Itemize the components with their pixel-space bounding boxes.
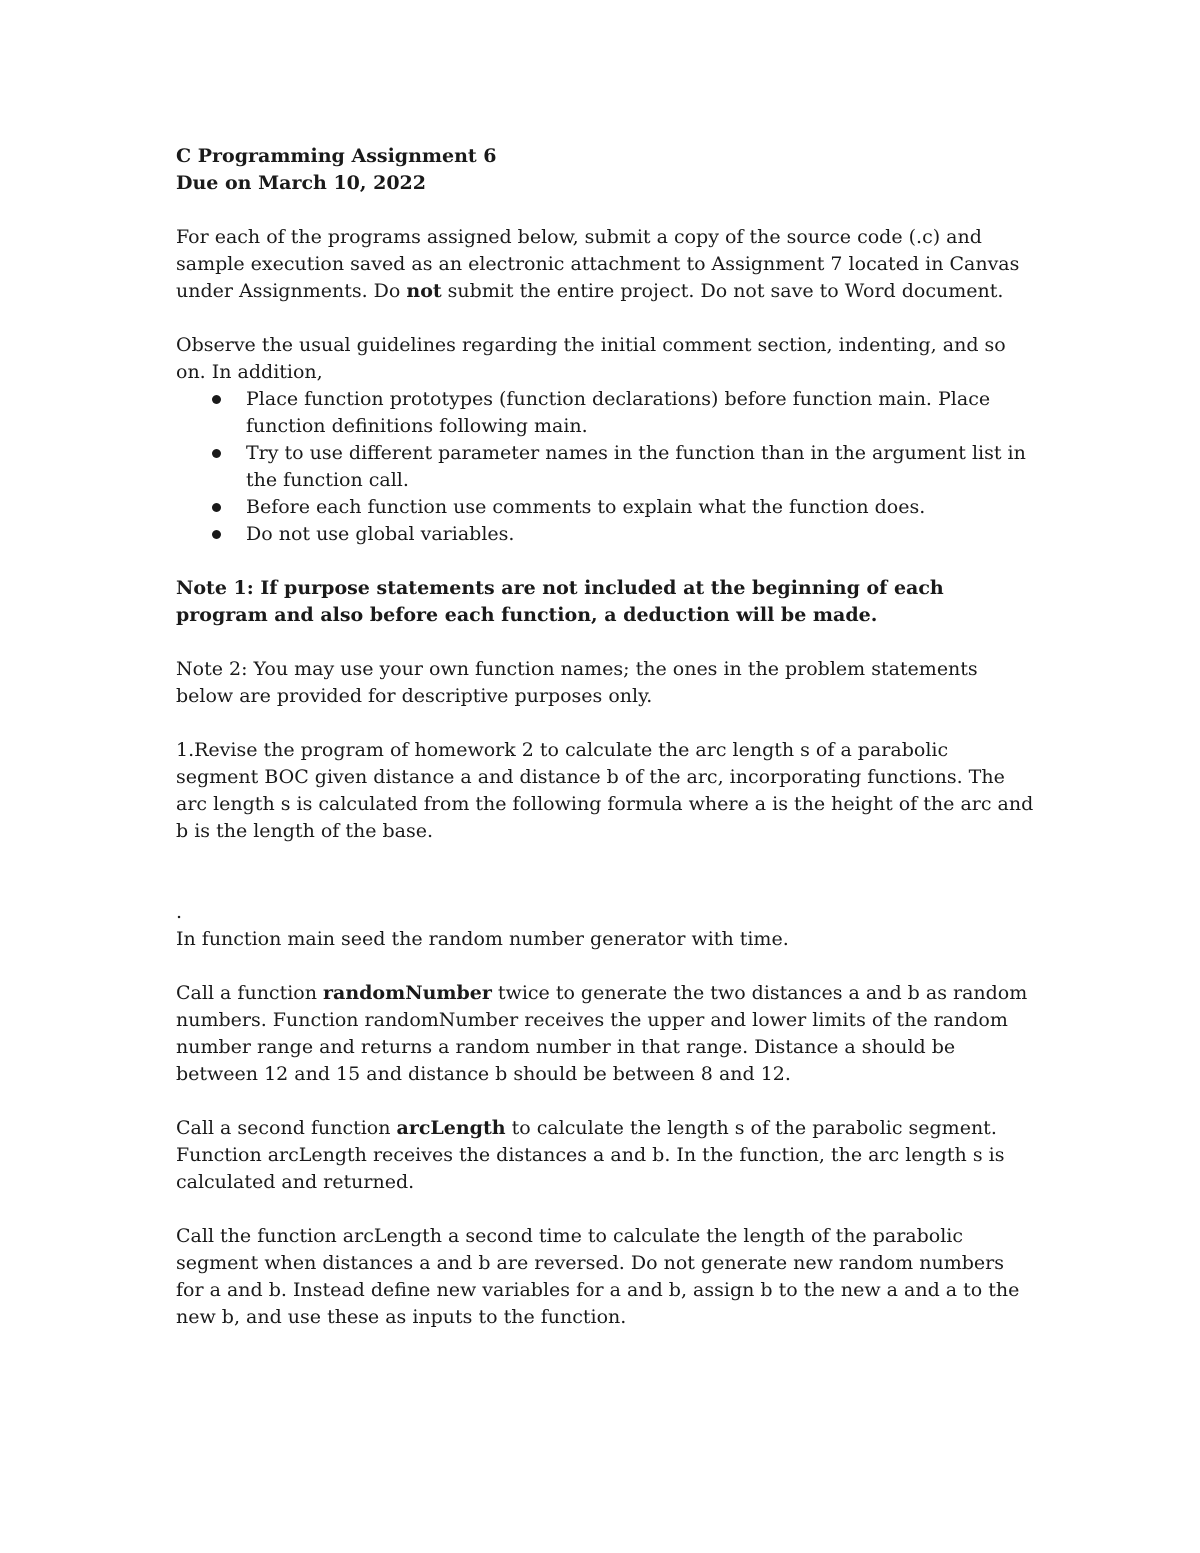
submission-emphasis: not [406, 280, 442, 302]
random-text-start: Call a function [176, 982, 323, 1004]
bullet-icon [212, 530, 221, 539]
problem-1-statement: 1.Revise the program of homework 2 to calculate the arc length s of a parabolic segment BOC given distance a and distance b of the arc, incorporating functions. The arc length s is calculated from the following formula where a is the height of the arc and b is the length of the base. [176, 739, 1034, 842]
stray-period: . [176, 901, 183, 923]
random-function-name: randomNumber [323, 982, 492, 1004]
note-1: Note 1: If purpose statements are not included at the beginning of each program and also before each function, a deduction will be made. [176, 577, 944, 626]
list-item [176, 386, 1036, 440]
guidelines-lead: Observe the usual guidelines regarding the initial comment section, indenting, and so on. In addition, [176, 334, 1006, 383]
list-item [176, 440, 1036, 494]
due-date: Due on March 10, 2022 [176, 172, 426, 194]
list-item-text: Do not use global variables. [246, 523, 515, 545]
bullet-icon [212, 449, 221, 458]
arc-text-end: to calculate the length s of the parabolic segment. Function arcLength receives the distances a and b. In the function, the arc length s is calculated and returned. [176, 1117, 1005, 1193]
assignment-title: C Programming Assignment 6 [176, 145, 497, 167]
list-item-text: Try to use different parameter names in the function than in the argument list in the function call. [246, 442, 1026, 491]
guidelines-list [176, 386, 1036, 548]
random-text-end: twice to generate the two distances a and b as random numbers. Function randomNumber receives the upper and lower limits of the random number range and returns a random number in that range. Distance a should be between 12 and 15 and distance b should be between 8 and 12. [176, 982, 1028, 1085]
list-item-text: Before each function use comments to explain what the function does. [246, 496, 926, 518]
bullet-icon [212, 503, 221, 512]
submission-text-start: For each of the programs assigned below, submit a copy of the source code (.c) and sample execution saved as an electronic attachment to Assignment 7 located in Canvas under Assignments. Do [176, 226, 1020, 302]
document-body [176, 143, 1036, 1331]
submission-text-end: submit the entire project. Do not save to Word document. [441, 280, 1004, 302]
list-item [176, 521, 1036, 548]
reverse-instruction: Call the function arcLength a second time to calculate the length of the parabolic segment when distances a and b are reversed. Do not generate new random numbers for a and b. Instead define new variables for a and b, assign b to the new a and a to the new b, and use these as inputs to the function. [176, 1225, 1020, 1328]
seed-instruction: In function main seed the random number generator with time. [176, 928, 789, 950]
arc-text-start: Call a second function [176, 1117, 397, 1139]
note-2: Note 2: You may use your own function names; the ones in the problem statements below are provided for descriptive purposes only. [176, 658, 978, 707]
submission-instructions [176, 224, 1036, 305]
random-number-instruction [176, 980, 1036, 1088]
arc-function-name: arcLength [396, 1117, 506, 1139]
arc-length-instruction [176, 1115, 1036, 1196]
list-item [176, 494, 1036, 521]
list-item-text: Place function prototypes (function declarations) before function main. Place function definitions following main. [246, 388, 991, 437]
bullet-icon [212, 395, 221, 404]
